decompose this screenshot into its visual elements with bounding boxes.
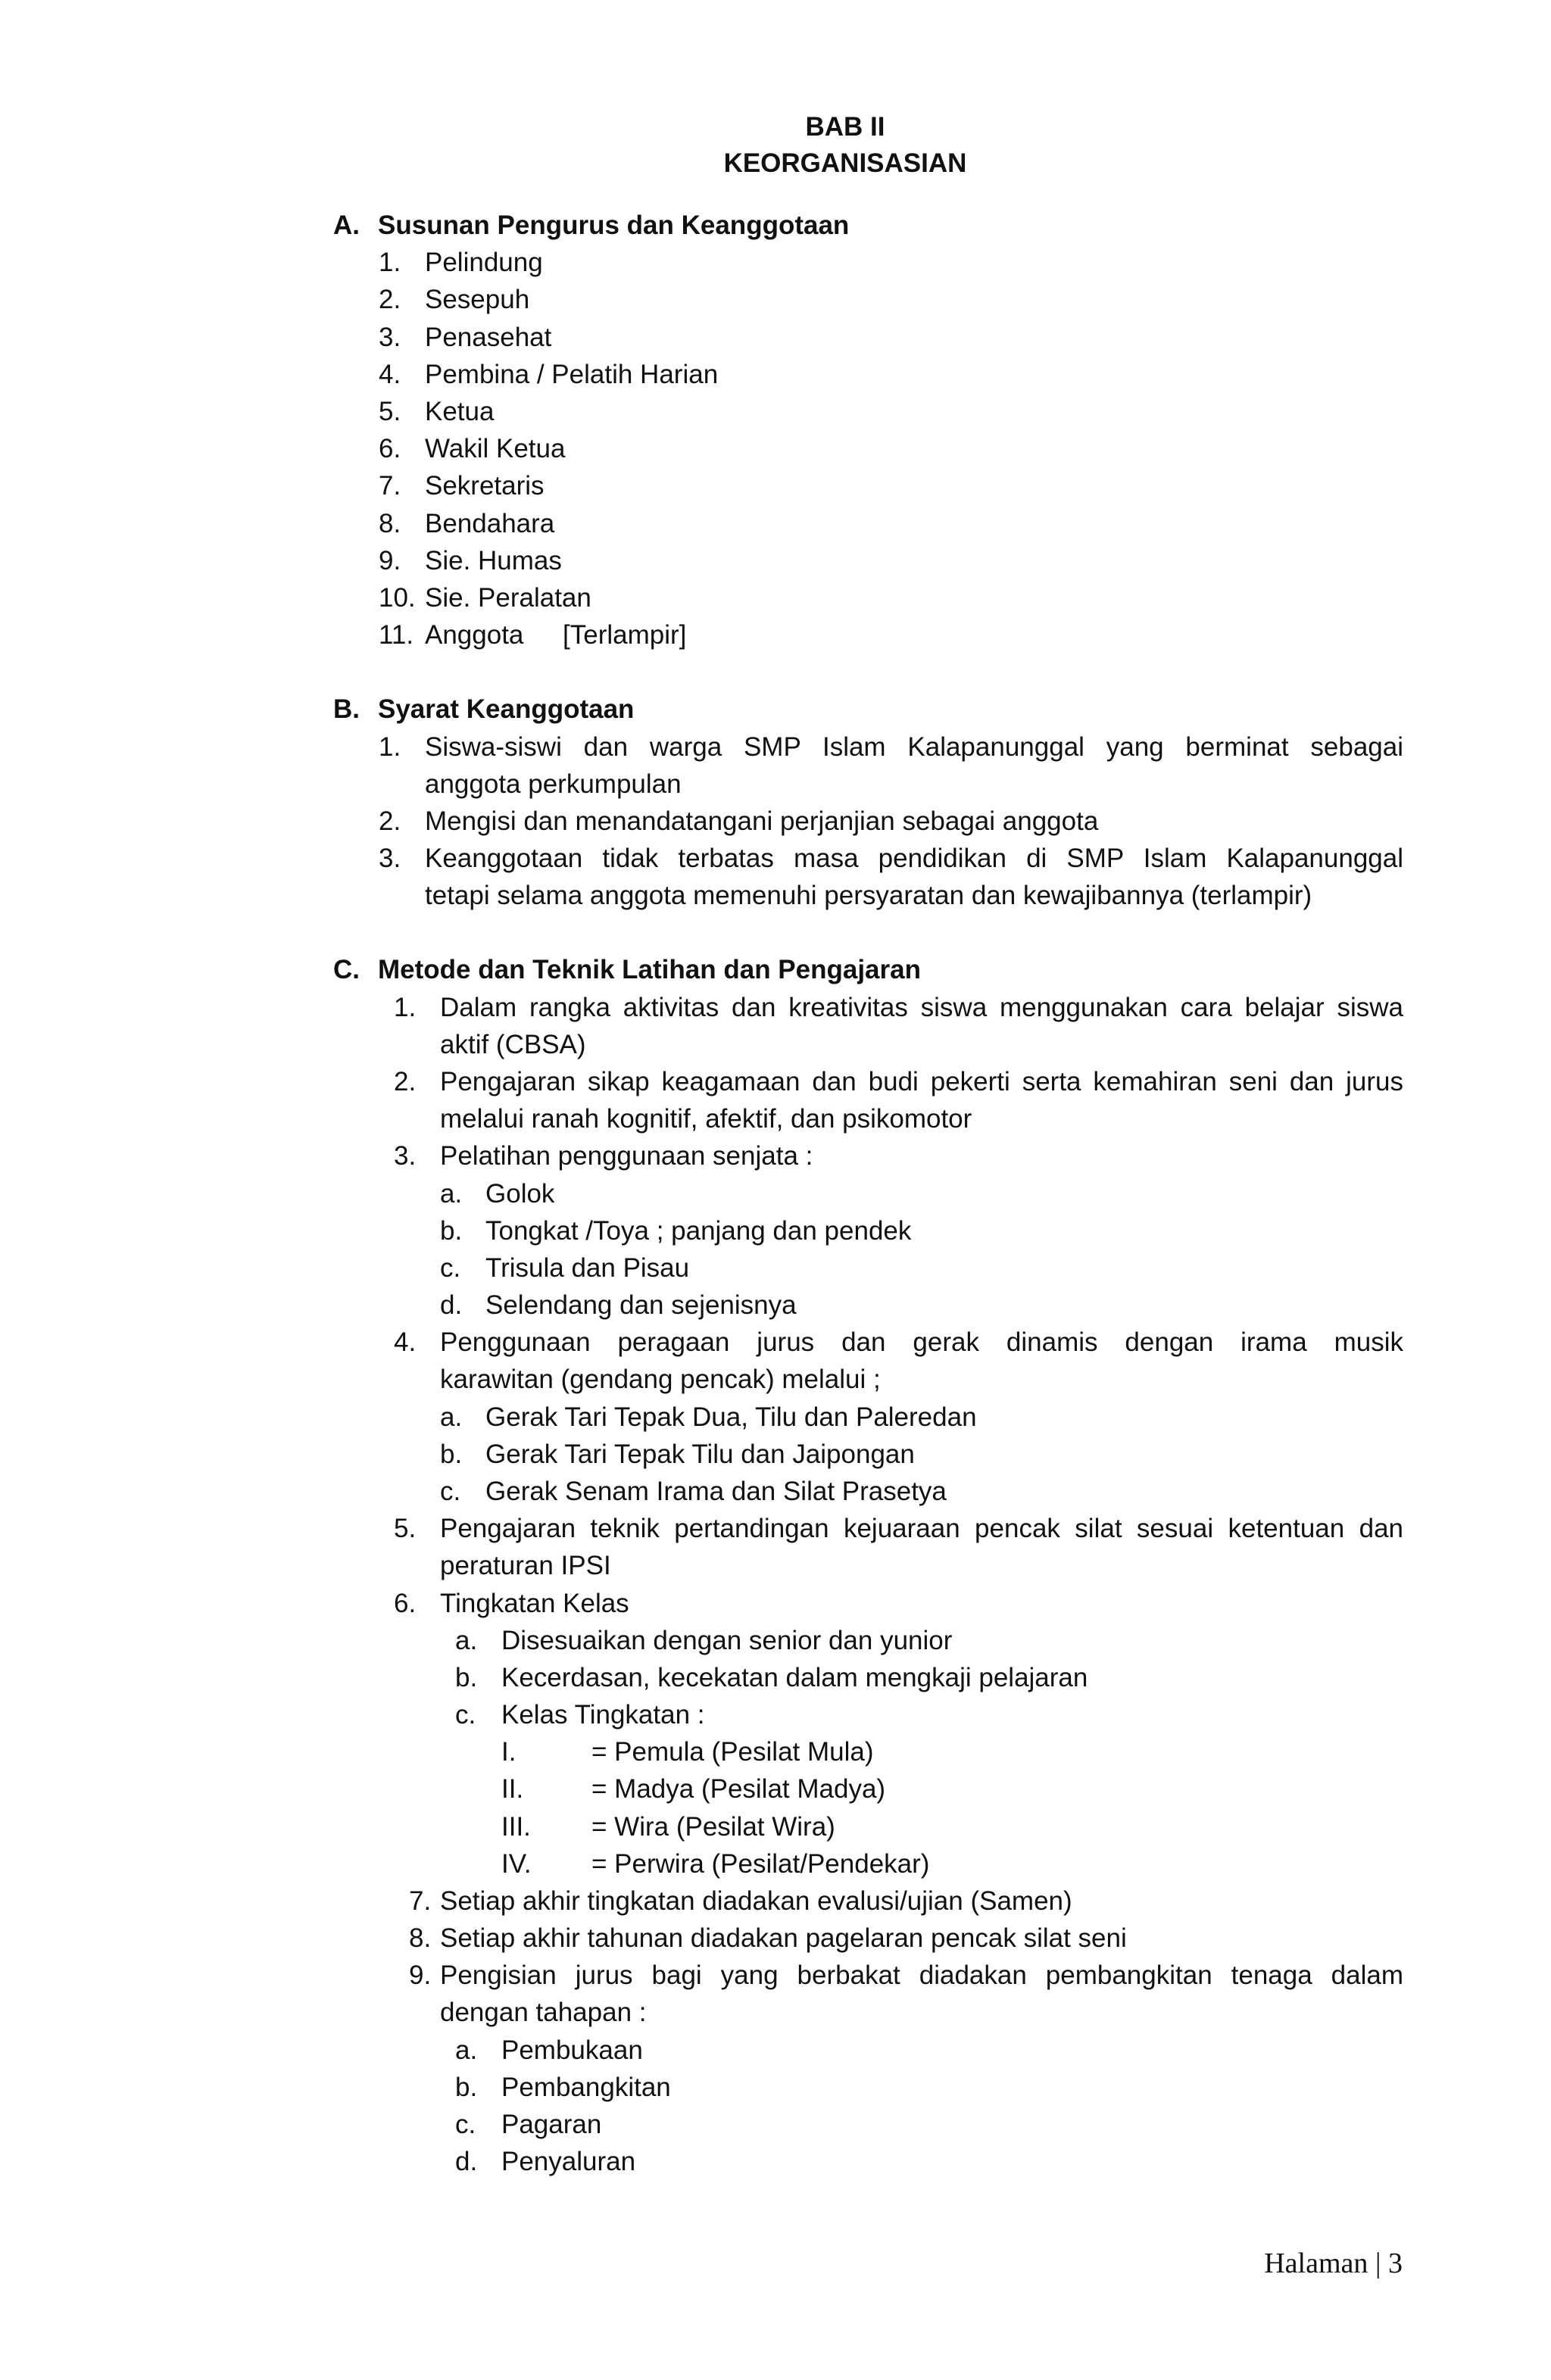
list-number: 8. <box>409 1923 432 1953</box>
list-item-line: Penggunaan peragaan jurus dan gerak dinamis dengan irama musik <box>440 1327 1403 1357</box>
sub-letter: c. <box>440 1253 461 1283</box>
section-c-title: Metode dan Teknik Latihan dan Pengajaran <box>378 955 921 984</box>
sub-letter: a. <box>440 1179 463 1209</box>
list-item-line: tetapi selama anggota memenuhi persyaratan dan kewajibannya (terlampir) <box>425 881 1312 910</box>
list-item-line: Pengisian jurus bagi yang berbakat diadakan pembangkitan tenaga dalam <box>440 1960 1403 1990</box>
level-item: = Pemula (Pesilat Mula) <box>591 1737 874 1767</box>
list-item: Tingkatan Kelas <box>440 1589 629 1618</box>
sub-item: Pembukaan <box>501 2035 643 2065</box>
list-number: 2. <box>379 285 401 314</box>
list-item: Ketua <box>425 397 495 426</box>
list-item-line: Siswa-siswi dan warga SMP Islam Kalapanunggal yang berminat sebagai <box>425 732 1403 762</box>
sub-item: Gerak Tari Tepak Tilu dan Jaipongan <box>485 1440 915 1469</box>
level-item: = Wira (Pesilat Wira) <box>591 1812 835 1842</box>
page-number-label: Halaman | 3 <box>1264 2247 1403 2279</box>
list-number: 7. <box>379 471 401 501</box>
list-number: 9. <box>409 1960 432 1990</box>
list-item-line: anggota perkumpulan <box>425 769 682 799</box>
list-number: 3. <box>379 323 401 352</box>
list-number: 5. <box>394 1514 417 1543</box>
sub-item: Golok <box>485 1179 555 1209</box>
sub-item: Pagaran <box>501 2110 602 2139</box>
sub-letter: b. <box>440 1440 463 1469</box>
list-item-line: Dalam rangka aktivitas dan kreativitas siswa menggunakan cara belajar siswa <box>440 993 1403 1022</box>
list-number: 3. <box>379 844 401 873</box>
sub-item: Pembangkitan <box>501 2073 671 2102</box>
sub-letter: a. <box>440 1402 463 1432</box>
list-item-line: Pengajaran sikap keagamaan dan budi pekerti serta kemahiran seni dan jurus <box>440 1067 1403 1096</box>
list-item: Sesepuh <box>425 285 530 314</box>
level-item: = Madya (Pesilat Madya) <box>591 1774 886 1804</box>
sub-letter: a. <box>455 2035 478 2065</box>
list-item: Bendahara <box>425 509 555 538</box>
list-number: 6. <box>379 434 401 463</box>
sub-letter: c. <box>455 1700 476 1730</box>
list-number: 9. <box>379 546 401 576</box>
chapter-number: BAB II <box>805 112 885 142</box>
list-item-line: aktif (CBSA) <box>440 1030 586 1059</box>
list-number: 4. <box>379 360 401 389</box>
list-item: Pelatihan penggunaan senjata : <box>440 1141 813 1171</box>
list-number: 7. <box>409 1886 432 1916</box>
list-item: Anggota <box>425 620 524 650</box>
list-number: 1. <box>394 993 417 1022</box>
list-item-line: peraturan IPSI <box>440 1551 611 1580</box>
list-item-line: dengan tahapan : <box>440 1998 647 2027</box>
list-item: Setiap akhir tahunan diadakan pagelaran pencak silat seni <box>440 1923 1127 1953</box>
list-number: 4. <box>394 1327 417 1357</box>
list-number: 2. <box>379 806 401 836</box>
list-item-line: karawitan (gendang pencak) melalui ; <box>440 1365 881 1394</box>
list-number: 10. <box>379 583 416 613</box>
sub-item: Kecerdasan, kecekatan dalam mengkaji pelajaran <box>501 1663 1088 1692</box>
sub-item: Trisula dan Pisau <box>485 1253 690 1283</box>
level-item: = Perwira (Pesilat/Pendekar) <box>591 1849 930 1879</box>
sub-item: Selendang dan sejenisnya <box>485 1290 797 1320</box>
sub-letter: b. <box>440 1216 463 1246</box>
chapter-title: KEORGANISASIAN <box>723 148 967 178</box>
section-c-marker: C. <box>333 955 360 984</box>
sub-item: Disesuaikan dengan senior dan yunior <box>501 1626 953 1655</box>
section-a-marker: A. <box>333 211 360 240</box>
list-number: 2. <box>394 1067 417 1096</box>
level-roman: II. <box>501 1774 524 1804</box>
sub-item: Gerak Tari Tepak Dua, Tilu dan Paleredan <box>485 1402 977 1432</box>
sub-item: Tongkat /Toya ; panjang dan pendek <box>485 1216 912 1246</box>
list-number: 11. <box>379 620 414 650</box>
list-number: 1. <box>379 248 401 277</box>
list-item: Penasehat <box>425 323 552 352</box>
sub-letter: d. <box>455 2147 478 2176</box>
list-item-line: Keanggotaan tidak terbatas masa pendidikan di SMP Islam Kalapanunggal <box>425 844 1403 873</box>
list-item-line: Pengajaran teknik pertandingan kejuaraan pencak silat sesuai ketentuan dan <box>440 1514 1403 1543</box>
level-roman: IV. <box>501 1849 532 1879</box>
list-number: 1. <box>379 732 401 762</box>
list-item: Sie. Peralatan <box>425 583 591 613</box>
section-b-title: Syarat Keanggotaan <box>378 694 635 724</box>
sub-letter: b. <box>455 1663 478 1692</box>
list-item: Setiap akhir tingkatan diadakan evalusi/ujian (Samen) <box>440 1886 1072 1916</box>
list-item: Sekretaris <box>425 471 545 501</box>
list-item-line: melalui ranah kognitif, afektif, dan psikomotor <box>440 1104 972 1134</box>
sub-letter: b. <box>455 2073 478 2102</box>
sub-letter: c. <box>440 1477 461 1506</box>
list-number: 5. <box>379 397 401 426</box>
list-item: Sie. Humas <box>425 546 562 576</box>
sub-item: Penyaluran <box>501 2147 636 2176</box>
list-item-line: Mengisi dan menandatangani perjanjian sebagai anggota <box>425 806 1099 836</box>
sub-letter: c. <box>455 2110 476 2139</box>
list-item: Pembina / Pelatih Harian <box>425 360 719 389</box>
list-item: Pelindung <box>425 248 543 277</box>
list-number: 3. <box>394 1141 417 1171</box>
sub-item: Kelas Tingkatan : <box>501 1700 705 1730</box>
list-item: Wakil Ketua <box>425 434 566 463</box>
section-b-marker: B. <box>333 694 360 724</box>
level-roman: III. <box>501 1812 531 1842</box>
level-roman: I. <box>501 1737 516 1767</box>
list-item-note: [Terlampir] <box>563 620 687 650</box>
sub-letter: a. <box>455 1626 478 1655</box>
list-number: 8. <box>379 509 401 538</box>
sub-item: Gerak Senam Irama dan Silat Prasetya <box>485 1477 947 1506</box>
section-a-title: Susunan Pengurus dan Keanggotaan <box>378 211 850 240</box>
list-number: 6. <box>394 1589 417 1618</box>
sub-letter: d. <box>440 1290 463 1320</box>
